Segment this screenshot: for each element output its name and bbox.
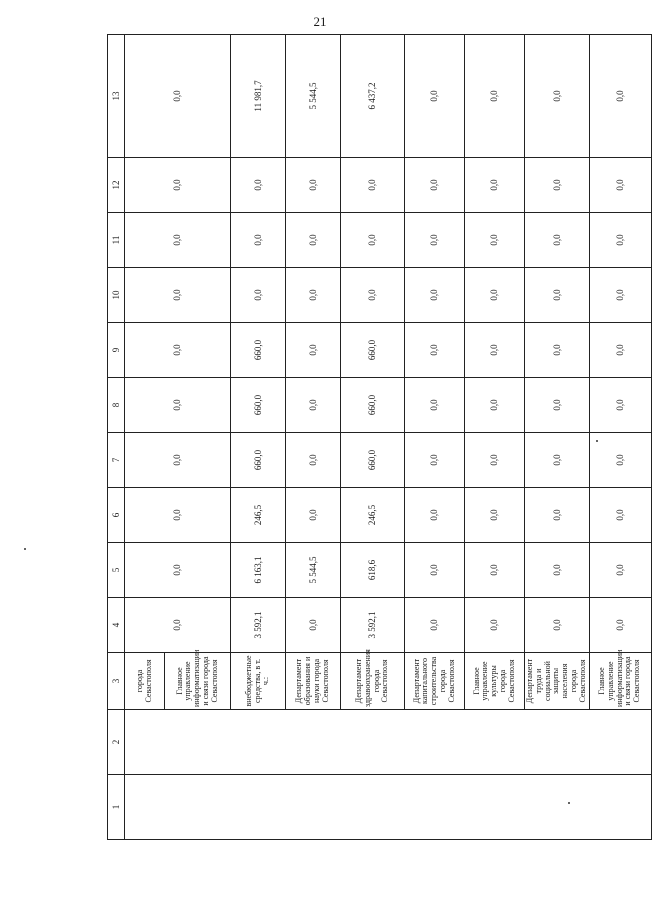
value-cell: 6 437,2 bbox=[341, 35, 405, 158]
value-cell: 0,0 bbox=[286, 158, 341, 213]
header-cell: 13 bbox=[108, 35, 125, 158]
value-cell: 0,0 bbox=[125, 488, 231, 543]
value-cell: 0,0 bbox=[465, 488, 525, 543]
value-cell: 0,0 bbox=[125, 323, 231, 378]
rotated-table-container bbox=[107, 35, 642, 840]
value-cell: 660,0 bbox=[341, 323, 405, 378]
value-cell: 0,0 bbox=[525, 158, 590, 213]
value-cell: 3 592,1 bbox=[341, 598, 405, 653]
value-cell: 0,0 bbox=[525, 323, 590, 378]
value-cell: 618,6 bbox=[341, 543, 405, 598]
value-cell: 0,0 bbox=[231, 158, 286, 213]
value-cell: 0,0 bbox=[286, 433, 341, 488]
value-cell: 0,0 bbox=[405, 488, 465, 543]
value-cell: 0,0 bbox=[525, 543, 590, 598]
budget-table bbox=[107, 34, 652, 840]
value-cell: 0,0 bbox=[125, 158, 231, 213]
value-cell: 0,0 bbox=[589, 543, 651, 598]
header-cell: 2 bbox=[108, 710, 125, 775]
header-cell: 10 bbox=[108, 268, 125, 323]
header-cell: 9 bbox=[108, 323, 125, 378]
value-cell: 0,0 bbox=[465, 213, 525, 268]
value-cell: 0,0 bbox=[525, 378, 590, 433]
executor-cell: города Севастополя bbox=[125, 653, 165, 710]
table-header-row bbox=[108, 35, 125, 840]
value-cell: 0,0 bbox=[589, 433, 651, 488]
value-cell: 0,0 bbox=[125, 598, 231, 653]
value-cell: 0,0 bbox=[465, 323, 525, 378]
page-number: 21 bbox=[313, 14, 327, 29]
header-cell: 3 bbox=[108, 653, 125, 710]
value-cell: 0,0 bbox=[125, 35, 231, 158]
value-cell: 6 163,1 bbox=[231, 543, 286, 598]
scan-speck bbox=[24, 548, 26, 550]
value-cell: 0,0 bbox=[405, 323, 465, 378]
value-cell: 660,0 bbox=[341, 433, 405, 488]
value-cell: 0,0 bbox=[465, 158, 525, 213]
header-cell: 11 bbox=[108, 213, 125, 268]
value-cell: 0,0 bbox=[125, 213, 231, 268]
value-cell: 0,0 bbox=[405, 35, 465, 158]
value-cell: 0,0 bbox=[465, 35, 525, 158]
executor-cell: Главное управление культуры города Севастополя bbox=[465, 653, 525, 710]
executor-cell: Департамент труда и социальной защиты населения города Севастополя bbox=[525, 653, 590, 710]
value-cell: 0,0 bbox=[231, 213, 286, 268]
value-cell: 0,0 bbox=[525, 433, 590, 488]
value-cell: 0,0 bbox=[286, 213, 341, 268]
value-cell: 0,0 bbox=[525, 598, 590, 653]
value-cell: 5 544,5 bbox=[286, 543, 341, 598]
value-cell: 0,0 bbox=[405, 378, 465, 433]
value-cell: 0,0 bbox=[405, 158, 465, 213]
value-cell: 0,0 bbox=[589, 35, 651, 158]
value-cell: 0,0 bbox=[525, 268, 590, 323]
header-cell: 1 bbox=[108, 775, 125, 840]
header-cell: 8 bbox=[108, 378, 125, 433]
value-cell: 0,0 bbox=[465, 268, 525, 323]
merged-cell-col2 bbox=[125, 710, 652, 775]
value-cell: 3 592,1 bbox=[231, 598, 286, 653]
value-cell: 0,0 bbox=[341, 268, 405, 323]
value-cell: 0,0 bbox=[405, 268, 465, 323]
value-cell: 0,0 bbox=[465, 598, 525, 653]
value-cell: 11 981,7 bbox=[231, 35, 286, 158]
value-cell: 660,0 bbox=[341, 378, 405, 433]
value-cell: 0,0 bbox=[405, 543, 465, 598]
value-cell: 0,0 bbox=[589, 598, 651, 653]
value-cell: 660,0 bbox=[231, 433, 286, 488]
value-cell: 0,0 bbox=[231, 268, 286, 323]
value-cell: 0,0 bbox=[125, 378, 231, 433]
value-cell: 660,0 bbox=[231, 378, 286, 433]
value-cell: 0,0 bbox=[405, 598, 465, 653]
executor-cell: Департамент образования и науки города Севастополя bbox=[286, 653, 341, 710]
executor-cell: Департамент здравоохранения города Севастополя bbox=[341, 653, 405, 710]
value-cell: 0,0 bbox=[405, 213, 465, 268]
header-cell: 12 bbox=[108, 158, 125, 213]
value-cell: 0,0 bbox=[589, 268, 651, 323]
header-cell: 7 bbox=[108, 433, 125, 488]
value-cell: 0,0 bbox=[286, 378, 341, 433]
value-cell: 0,0 bbox=[465, 433, 525, 488]
value-cell: 0,0 bbox=[525, 488, 590, 543]
value-cell: 0,0 bbox=[589, 213, 651, 268]
value-cell: 246,5 bbox=[231, 488, 286, 543]
executor-cell: Главное управление информатизации и связи города Севастополя bbox=[589, 653, 651, 710]
value-cell: 0,0 bbox=[405, 433, 465, 488]
value-cell: 0,0 bbox=[525, 35, 590, 158]
executor-cell: Департамент капитального строительства города Севастополя bbox=[405, 653, 465, 710]
value-cell: 0,0 bbox=[525, 213, 590, 268]
value-cell: 5 544,5 bbox=[286, 35, 341, 158]
value-cell: 0,0 bbox=[286, 488, 341, 543]
merged-cell-col1 bbox=[125, 775, 652, 840]
executor-cell: внебюджетные средства, в т. ч.: bbox=[231, 653, 286, 710]
header-cell: 6 bbox=[108, 488, 125, 543]
scan-speck bbox=[596, 440, 598, 442]
executor-cell: Главное управление информатизации и связи города Севастополя bbox=[165, 653, 231, 710]
value-cell: 0,0 bbox=[286, 598, 341, 653]
header-cell: 4 bbox=[108, 598, 125, 653]
value-cell: 660,0 bbox=[231, 323, 286, 378]
value-cell: 0,0 bbox=[589, 378, 651, 433]
value-cell: 0,0 bbox=[125, 433, 231, 488]
value-cell: 0,0 bbox=[589, 323, 651, 378]
header-cell: 5 bbox=[108, 543, 125, 598]
value-cell: 246,5 bbox=[341, 488, 405, 543]
value-cell: 0,0 bbox=[589, 158, 651, 213]
value-cell: 0,0 bbox=[125, 543, 231, 598]
value-cell: 0,0 bbox=[589, 488, 651, 543]
value-cell: 0,0 bbox=[125, 268, 231, 323]
value-cell: 0,0 bbox=[286, 268, 341, 323]
table-row bbox=[125, 35, 165, 840]
value-cell: 0,0 bbox=[465, 378, 525, 433]
value-cell: 0,0 bbox=[286, 323, 341, 378]
value-cell: 0,0 bbox=[341, 213, 405, 268]
value-cell: 0,0 bbox=[341, 158, 405, 213]
scan-speck bbox=[568, 802, 570, 804]
value-cell: 0,0 bbox=[465, 543, 525, 598]
